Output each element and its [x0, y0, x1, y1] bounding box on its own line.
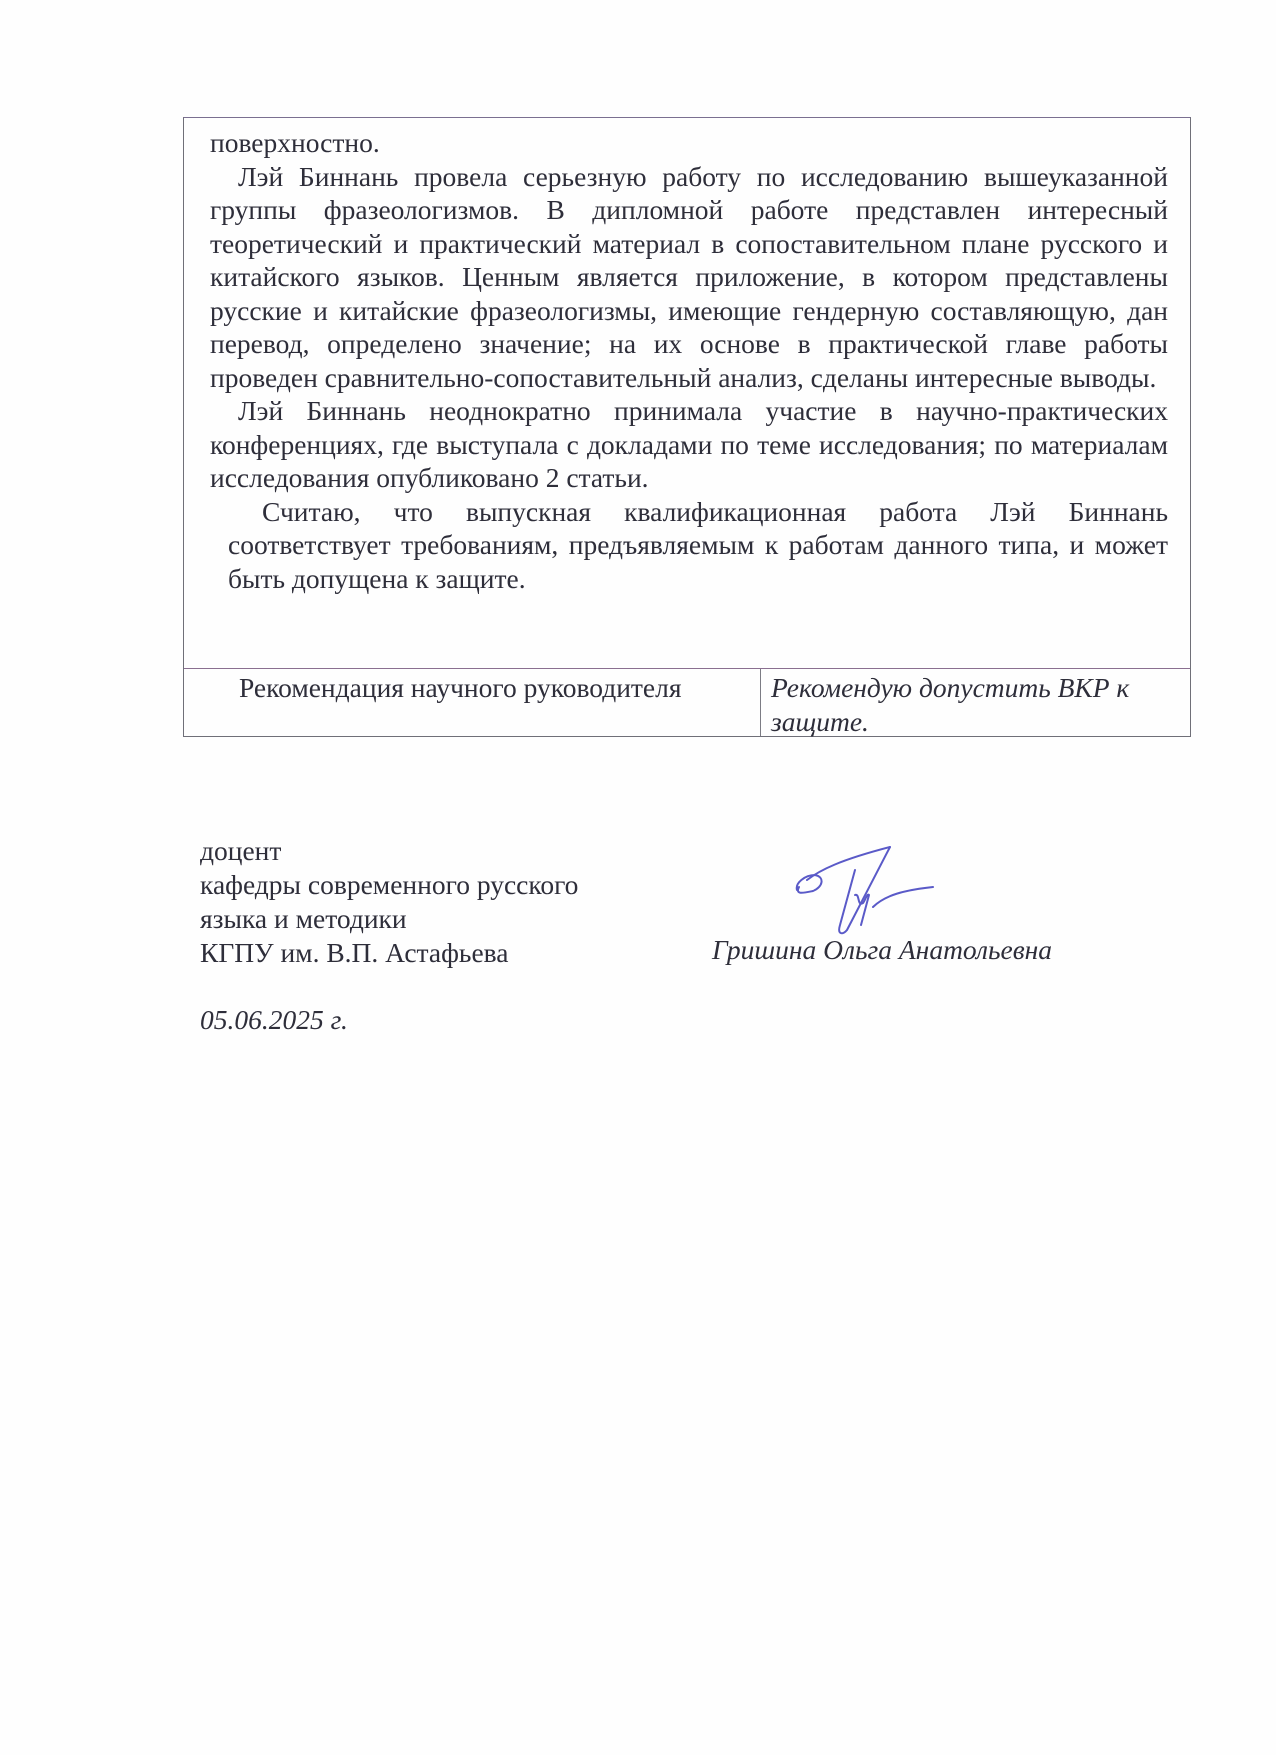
review-paragraph-continuation: поверхностно. — [210, 127, 380, 158]
review-text-cell — [184, 118, 1190, 669]
review-paragraph-work-summary: Лэй Биннань провела серьезную работу по исследованию вышеуказанной группы фразеологизмов. В дипломной работе представлен интересный теоретический и практический материал в сопоставительном плане русского и китайского языков. Ценным является приложение, в котором представлены русские и китайские фразеологизмы, имеющие гендерную составляющую, дан перевод, определено значение; на их основе в практической главе работы проведен сравнительно-сопоставительный анализ, сделаны интересные выводы. — [210, 160, 1168, 393]
signatory-name: Гришина Ольга Анатольевна — [712, 934, 1053, 965]
review-paragraph-conclusion: Считаю, что выпускная квалификационная работа Лэй Биннань соответствует требованиям, предъявляемым к работам данного типа, и может быть допущена к защите. — [228, 495, 1168, 594]
review-table — [183, 117, 1191, 737]
signatory-university: КГПУ им. В.П. Астафьева — [200, 937, 509, 968]
recommendation-value: Рекомендую допустить ВКР к защите. — [771, 672, 1130, 737]
recommendation-label: Рекомендация научного руководителя — [184, 669, 761, 736]
review-paragraph-conferences: Лэй Биннань неоднократно принимала участие в научно-практических конференциях, где выступала с докладами по теме исследования; по материалам исследования опубликовано 2 статьи. — [210, 395, 1168, 493]
recommendation-row — [184, 669, 1190, 736]
signatory-department-line-2: языка и методики — [200, 903, 407, 934]
handwritten-signature-icon — [785, 835, 945, 945]
signatory-position — [200, 834, 578, 970]
document-date: 05.06.2025 г. — [200, 1004, 348, 1035]
signatory-department-line-1: кафедры современного русского — [200, 869, 579, 900]
signatory-title: доцент — [200, 835, 282, 866]
